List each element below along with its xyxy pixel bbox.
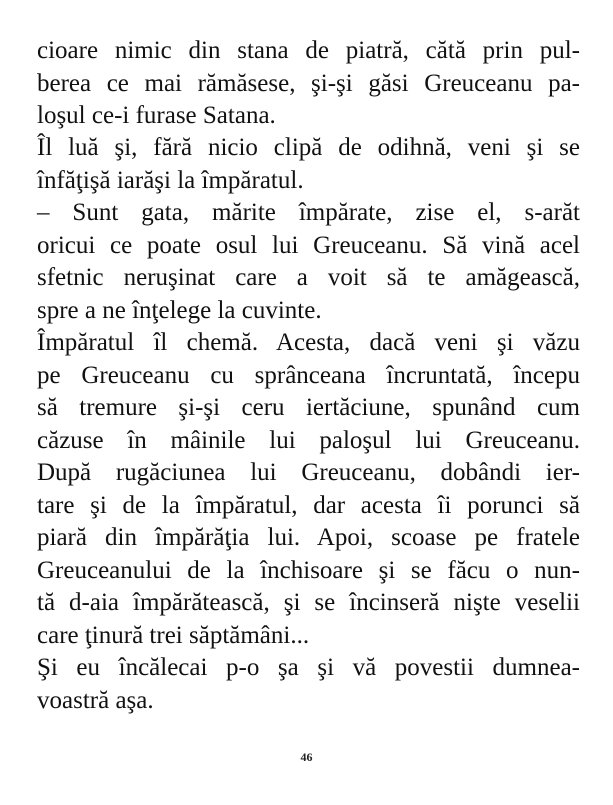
text-line: După rugăciunea lui Greuceanu, dobândi ier- — [37, 459, 580, 486]
text-line: care ţinură trei săptămâni... — [37, 622, 310, 649]
text-line: Şi eu încălecai p-o şa şi vă povestii dumnea- — [37, 654, 580, 681]
text-line: loşul ce-i furase Satana. — [37, 102, 276, 129]
text-line: Împăratul îl chemă. Acesta, dacă veni şi văzu — [37, 329, 580, 356]
text-line: cioare nimic din stana de piatră, cătă prin pul- — [37, 37, 580, 64]
text-line: piară din împărăţia lui. Apoi, scoase pe fratele — [37, 524, 580, 551]
text-line: tare şi de la împăratul, dar acesta îi porunci să — [37, 492, 580, 519]
text-line: Greuceanului de la închisoare şi se făcu o nun- — [37, 557, 580, 584]
text-line: căzuse în mâinile lui paloşul lui Greuceanu. — [37, 427, 580, 454]
text-line: sfetnic neruşinat care a voit să te amăgească, — [37, 264, 580, 291]
text-line: să tremure şi-şi ceru iertăciune, spunând cum — [37, 394, 580, 421]
text-line: oricui ce poate osul lui Greuceanu. Să vină acel — [37, 232, 580, 259]
text-line: berea ce mai rămăsese, şi-şi găsi Greuceanu pa- — [37, 70, 580, 97]
text-line: pe Greuceanu cu sprânceana încruntată, începu — [37, 362, 580, 389]
page-number: 46 — [300, 750, 313, 764]
text-line: – Sunt gata, mărite împărate, zise el, s-arăt — [37, 199, 580, 226]
text-line: Îl luă şi, fără nicio clipă de odihnă, veni şi se — [37, 134, 580, 161]
text-line: tă d-aia împărătească, şi se încinseră nişte veselii — [37, 589, 580, 616]
text-line: înfăţişă iarăşi la împăratul. — [37, 167, 304, 194]
text-line: voastră aşa. — [37, 687, 154, 714]
text-line: spre a ne înţelege la cuvinte. — [37, 297, 322, 324]
